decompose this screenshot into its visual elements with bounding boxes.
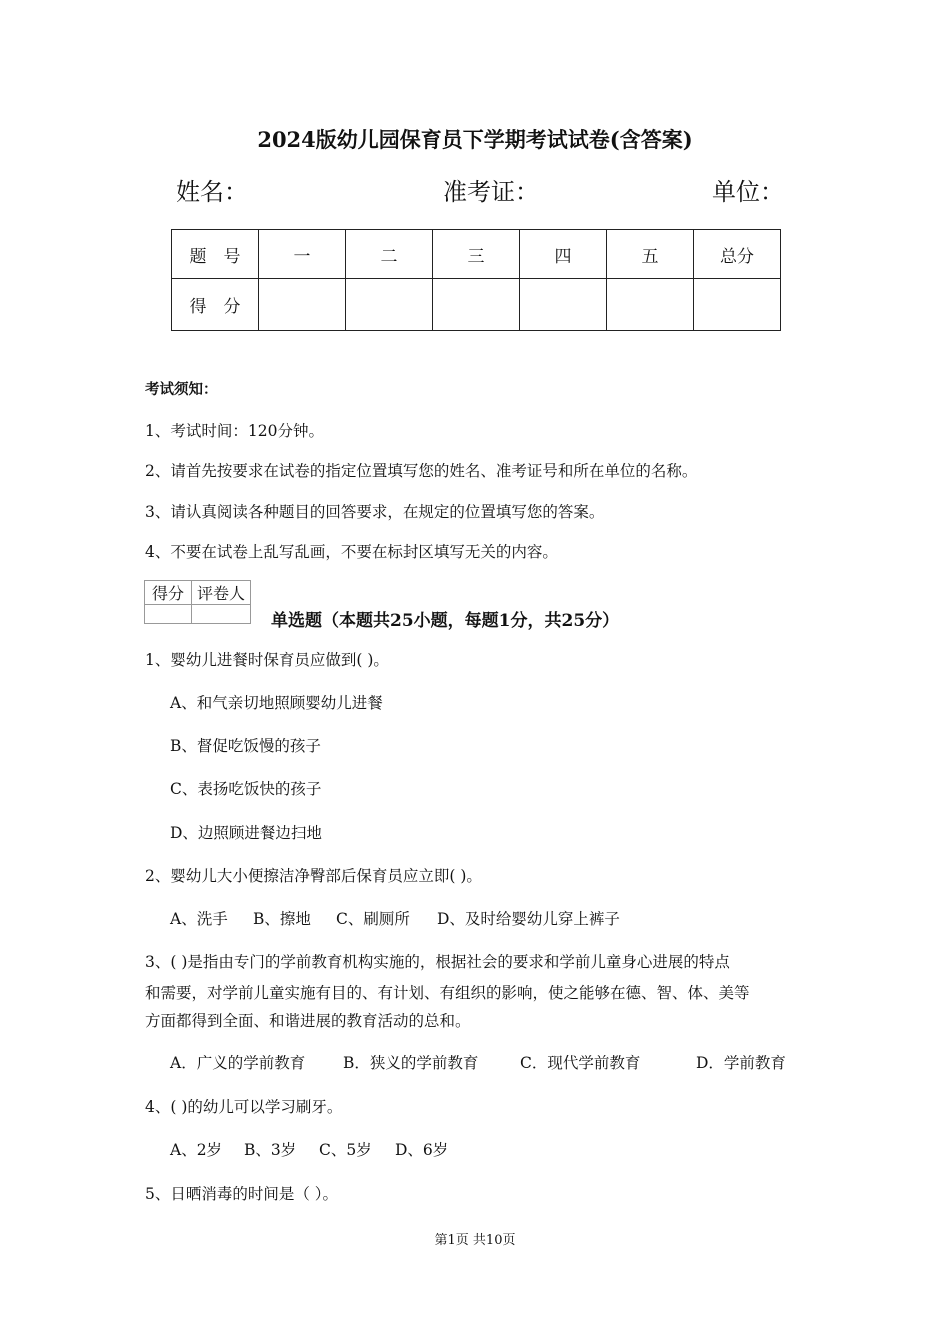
- score-header-cell: 总分: [694, 230, 781, 279]
- answer-option[interactable]: C．现代学前教育: [520, 1054, 641, 1072]
- page-footer: 第1页 共10页: [434, 1233, 516, 1248]
- question-stem: 1、婴幼儿进餐时保育员应做到( )。: [145, 651, 389, 669]
- answer-option[interactable]: C、表扬吃饭快的孩子: [170, 780, 322, 798]
- name-label: 姓名：: [176, 178, 248, 206]
- score-table-header-row: [172, 230, 781, 279]
- question-stem: 2、婴幼儿大小便擦洁净臀部后保育员应立即( )。: [145, 867, 482, 885]
- notice-item: 4、不要在试卷上乱写乱画，不要在标封区填写无关的内容。: [145, 543, 558, 561]
- score-header-cell: 五: [607, 230, 694, 279]
- document-title: 2024版幼儿园保育员下学期考试试卷(含答案): [257, 127, 693, 152]
- answer-option[interactable]: C、刷厕所: [336, 910, 410, 928]
- question-stem: 5、日晒消毒的时间是（ ）。: [145, 1185, 339, 1203]
- question-stem: 3、( )是指由专门的学前教育机构实施的，根据社会的要求和学前儿童身心进展的特点: [145, 953, 730, 971]
- score-input-cell[interactable]: [520, 279, 607, 331]
- question-stem: 4、( )的幼儿可以学习刷牙。: [145, 1098, 343, 1116]
- score-input-cell[interactable]: [607, 279, 694, 331]
- answer-option[interactable]: D．学前教育: [696, 1054, 786, 1072]
- score-input-cell[interactable]: [694, 279, 781, 331]
- answer-option[interactable]: B、督促吃饭慢的孩子: [170, 737, 321, 755]
- answer-option[interactable]: A、2岁: [170, 1141, 223, 1159]
- score-input-cell[interactable]: [259, 279, 346, 331]
- answer-option[interactable]: A、洗手: [170, 910, 228, 928]
- notice-item: 3、请认真阅读各种题目的回答要求，在规定的位置填写您的答案。: [145, 503, 605, 521]
- score-header-cell: 题 号: [172, 230, 259, 279]
- score-input-cell[interactable]: [433, 279, 520, 331]
- score-header-cell: 三: [433, 230, 520, 279]
- answer-option[interactable]: B、3岁: [244, 1141, 297, 1159]
- score-table: [171, 229, 781, 331]
- exam-number-label: 准考证：: [443, 178, 539, 206]
- question-stem-continued: 方面都得到全面、和谐进展的教育活动的总和。: [145, 1012, 471, 1030]
- notice-item: 2、请首先按要求在试卷的指定位置填写您的姓名、准考证号和所在单位的名称。: [145, 462, 698, 480]
- answer-option[interactable]: B．狭义的学前教育: [343, 1054, 479, 1072]
- grader-reviewer-cell[interactable]: [192, 605, 251, 624]
- grader-box: [144, 580, 251, 624]
- score-row-label: 得 分: [172, 279, 259, 331]
- answer-option[interactable]: A、和气亲切地照顾婴幼儿进餐: [170, 694, 383, 712]
- answer-option[interactable]: B、擦地: [253, 910, 311, 928]
- grader-reviewer-label: 评卷人: [192, 581, 251, 605]
- answer-option[interactable]: A．广义的学前教育: [170, 1054, 306, 1072]
- answer-option[interactable]: D、及时给婴幼儿穿上裤子: [437, 910, 620, 928]
- score-table-score-row: [172, 279, 781, 331]
- score-header-cell: 一: [259, 230, 346, 279]
- score-header-cell: 二: [346, 230, 433, 279]
- score-input-cell[interactable]: [346, 279, 433, 331]
- answer-option[interactable]: D、边照顾进餐边扫地: [170, 824, 322, 842]
- notice-item: 1、考试时间：120分钟。: [145, 422, 324, 440]
- section-title: 单选题（本题共25小题，每题1分，共25分）: [271, 611, 620, 631]
- answer-option[interactable]: D、6岁: [395, 1141, 449, 1159]
- question-stem-continued: 和需要，对学前儿童实施有目的、有计划、有组织的影响，使之能够在德、智、体、美等: [145, 984, 750, 1002]
- answer-option[interactable]: C、5岁: [319, 1141, 372, 1159]
- grader-score-label: 得分: [145, 581, 192, 605]
- score-header-cell: 四: [520, 230, 607, 279]
- notice-heading: 考试须知：: [145, 381, 218, 398]
- grader-score-cell[interactable]: [145, 605, 192, 624]
- unit-label: 单位：: [712, 178, 784, 206]
